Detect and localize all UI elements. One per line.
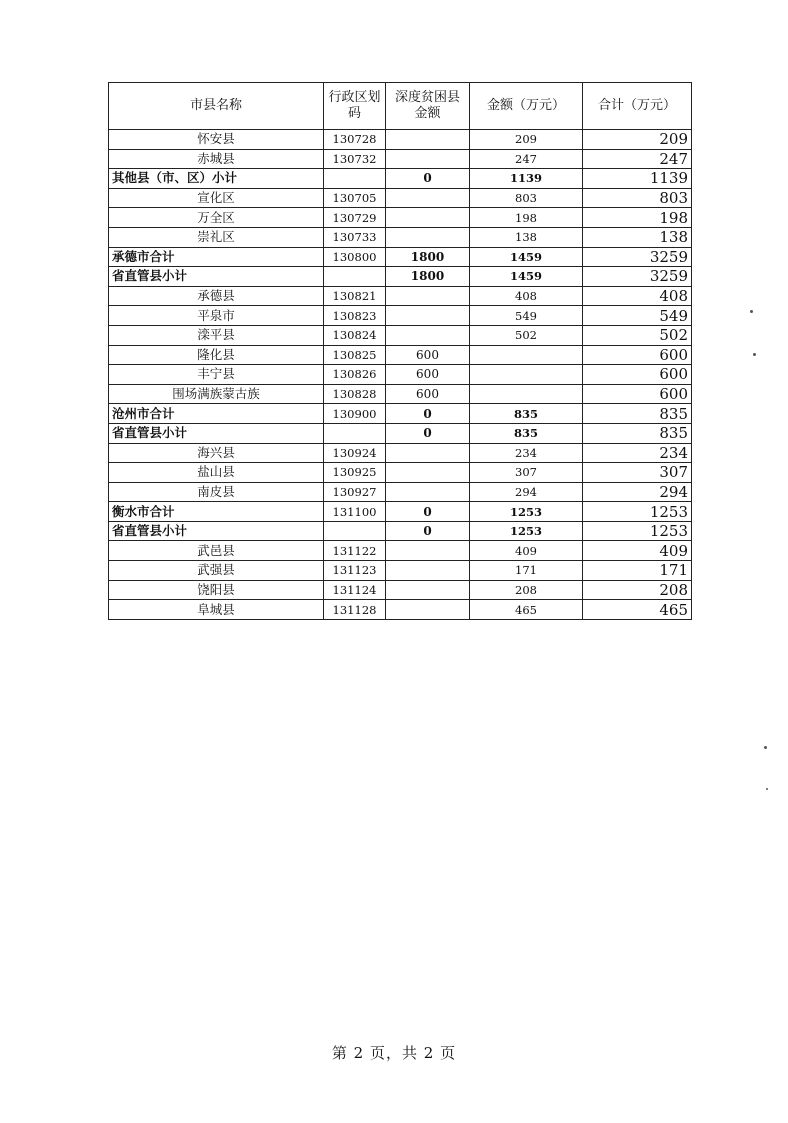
table-row xyxy=(109,404,692,424)
cell-amount: 1253 xyxy=(470,502,583,522)
cell-deep-poverty-amount: 0 xyxy=(386,423,470,443)
cell-county-name: 围场满族蒙古族 xyxy=(109,384,324,404)
cell-deep-poverty-amount xyxy=(386,188,470,208)
cell-admin-code: 131124 xyxy=(324,580,386,600)
cell-deep-poverty-amount: 1800 xyxy=(386,247,470,267)
cell-total: 600 xyxy=(583,365,692,385)
cell-admin-code xyxy=(324,423,386,443)
cell-deep-poverty-amount: 0 xyxy=(386,404,470,424)
table-row xyxy=(109,463,692,483)
cell-deep-poverty-amount: 1800 xyxy=(386,267,470,287)
table-row xyxy=(109,345,692,365)
cell-county-name: 隆化县 xyxy=(109,345,324,365)
cell-county-name: 盐山县 xyxy=(109,463,324,483)
cell-deep-poverty-amount xyxy=(386,325,470,345)
table-row xyxy=(109,188,692,208)
cell-deep-poverty-amount: 0 xyxy=(386,169,470,189)
cell-deep-poverty-amount xyxy=(386,286,470,306)
cell-amount: 408 xyxy=(470,286,583,306)
scan-speck xyxy=(753,353,756,356)
cell-deep-poverty-amount xyxy=(386,208,470,228)
cell-amount: 1253 xyxy=(470,521,583,541)
table-header-row xyxy=(109,83,692,130)
cell-county-name: 丰宁县 xyxy=(109,365,324,385)
cell-total: 171 xyxy=(583,561,692,581)
table-row xyxy=(109,521,692,541)
cell-amount: 307 xyxy=(470,463,583,483)
cell-deep-poverty-amount: 600 xyxy=(386,384,470,404)
table-row xyxy=(109,423,692,443)
cell-amount: 835 xyxy=(470,404,583,424)
table-row xyxy=(109,580,692,600)
cell-admin-code: 130823 xyxy=(324,306,386,326)
cell-total: 835 xyxy=(583,423,692,443)
header-admin-code: 行政区划码 xyxy=(324,83,386,130)
cell-deep-poverty-amount: 0 xyxy=(386,521,470,541)
cell-county-name: 南皮县 xyxy=(109,482,324,502)
cell-admin-code: 131128 xyxy=(324,600,386,620)
table-row xyxy=(109,325,692,345)
cell-admin-code: 130729 xyxy=(324,208,386,228)
table-row xyxy=(109,541,692,561)
cell-total: 209 xyxy=(583,130,692,150)
table-row xyxy=(109,267,692,287)
header-deep-poverty-amount: 深度贫困县金额 xyxy=(386,83,470,130)
table-row xyxy=(109,169,692,189)
cell-county-name: 平泉市 xyxy=(109,306,324,326)
cell-total: 835 xyxy=(583,404,692,424)
cell-deep-poverty-amount xyxy=(386,600,470,620)
cell-total: 803 xyxy=(583,188,692,208)
table-row xyxy=(109,600,692,620)
header-amount: 金额（万元） xyxy=(470,83,583,130)
cell-deep-poverty-amount xyxy=(386,306,470,326)
cell-total: 294 xyxy=(583,482,692,502)
cell-deep-poverty-amount xyxy=(386,580,470,600)
cell-admin-code xyxy=(324,267,386,287)
cell-total: 502 xyxy=(583,325,692,345)
cell-deep-poverty-amount: 0 xyxy=(386,502,470,522)
cell-admin-code: 130900 xyxy=(324,404,386,424)
cell-admin-code: 130826 xyxy=(324,365,386,385)
cell-amount xyxy=(470,345,583,365)
cell-admin-code: 130821 xyxy=(324,286,386,306)
cell-admin-code: 130927 xyxy=(324,482,386,502)
cell-amount: 465 xyxy=(470,600,583,620)
cell-county-name: 阜城县 xyxy=(109,600,324,620)
cell-county-name: 海兴县 xyxy=(109,443,324,463)
cell-total: 198 xyxy=(583,208,692,228)
scan-speck xyxy=(750,310,753,313)
cell-total: 208 xyxy=(583,580,692,600)
cell-amount: 198 xyxy=(470,208,583,228)
cell-total: 408 xyxy=(583,286,692,306)
cell-deep-poverty-amount xyxy=(386,227,470,247)
cell-admin-code: 131122 xyxy=(324,541,386,561)
cell-admin-code: 130925 xyxy=(324,463,386,483)
table-row xyxy=(109,502,692,522)
cell-admin-code: 130824 xyxy=(324,325,386,345)
scan-speck xyxy=(764,746,767,749)
cell-amount: 1459 xyxy=(470,247,583,267)
table-row xyxy=(109,306,692,326)
cell-total: 3259 xyxy=(583,267,692,287)
cell-deep-poverty-amount xyxy=(386,561,470,581)
cell-admin-code: 130825 xyxy=(324,345,386,365)
table-row xyxy=(109,247,692,267)
cell-amount: 1139 xyxy=(470,169,583,189)
table-body xyxy=(109,130,692,620)
cell-county-name: 万全区 xyxy=(109,208,324,228)
page-number-footer: 第 2 页，共 2 页 xyxy=(331,1044,457,1062)
cell-county-name: 怀安县 xyxy=(109,130,324,150)
cell-total: 138 xyxy=(583,227,692,247)
header-total: 合计（万元） xyxy=(583,83,692,130)
cell-county-name: 武邑县 xyxy=(109,541,324,561)
cell-amount: 247 xyxy=(470,149,583,169)
cell-total: 234 xyxy=(583,443,692,463)
cell-county-name: 承德市合计 xyxy=(109,247,324,267)
cell-amount: 138 xyxy=(470,227,583,247)
table-row xyxy=(109,227,692,247)
table-row xyxy=(109,149,692,169)
cell-amount: 171 xyxy=(470,561,583,581)
table-row xyxy=(109,443,692,463)
cell-amount xyxy=(470,365,583,385)
cell-deep-poverty-amount: 600 xyxy=(386,365,470,385)
cell-total: 549 xyxy=(583,306,692,326)
table-row xyxy=(109,482,692,502)
cell-total: 1253 xyxy=(583,502,692,522)
cell-county-name: 崇礼区 xyxy=(109,227,324,247)
cell-total: 247 xyxy=(583,149,692,169)
cell-deep-poverty-amount xyxy=(386,463,470,483)
cell-total: 1139 xyxy=(583,169,692,189)
cell-amount: 1459 xyxy=(470,267,583,287)
cell-county-name: 滦平县 xyxy=(109,325,324,345)
cell-admin-code: 130732 xyxy=(324,149,386,169)
scan-speck xyxy=(766,788,768,790)
table-row xyxy=(109,384,692,404)
cell-deep-poverty-amount: 600 xyxy=(386,345,470,365)
cell-county-name: 赤城县 xyxy=(109,149,324,169)
cell-total: 1253 xyxy=(583,521,692,541)
cell-admin-code xyxy=(324,169,386,189)
table-row xyxy=(109,561,692,581)
table-row xyxy=(109,286,692,306)
cell-amount: 549 xyxy=(470,306,583,326)
cell-admin-code: 131100 xyxy=(324,502,386,522)
cell-county-name: 省直管县小计 xyxy=(109,267,324,287)
cell-admin-code: 130924 xyxy=(324,443,386,463)
cell-amount: 208 xyxy=(470,580,583,600)
cell-amount: 803 xyxy=(470,188,583,208)
cell-county-name: 衡水市合计 xyxy=(109,502,324,522)
cell-admin-code: 130705 xyxy=(324,188,386,208)
cell-total: 600 xyxy=(583,345,692,365)
cell-amount: 234 xyxy=(470,443,583,463)
cell-amount xyxy=(470,384,583,404)
cell-admin-code: 130733 xyxy=(324,227,386,247)
cell-admin-code: 131123 xyxy=(324,561,386,581)
cell-county-name: 宣化区 xyxy=(109,188,324,208)
cell-admin-code: 130800 xyxy=(324,247,386,267)
cell-admin-code xyxy=(324,521,386,541)
cell-admin-code: 130728 xyxy=(324,130,386,150)
cell-county-name: 武强县 xyxy=(109,561,324,581)
table-row xyxy=(109,365,692,385)
header-county-name: 市县名称 xyxy=(109,83,324,130)
cell-amount: 409 xyxy=(470,541,583,561)
cell-deep-poverty-amount xyxy=(386,541,470,561)
cell-total: 3259 xyxy=(583,247,692,267)
cell-total: 409 xyxy=(583,541,692,561)
cell-amount: 209 xyxy=(470,130,583,150)
table-row xyxy=(109,208,692,228)
cell-deep-poverty-amount xyxy=(386,130,470,150)
cell-county-name: 饶阳县 xyxy=(109,580,324,600)
cell-county-name: 沧州市合计 xyxy=(109,404,324,424)
funds-table xyxy=(108,82,692,620)
cell-amount: 502 xyxy=(470,325,583,345)
cell-amount: 835 xyxy=(470,423,583,443)
cell-deep-poverty-amount xyxy=(386,149,470,169)
cell-admin-code: 130828 xyxy=(324,384,386,404)
cell-county-name: 其他县（市、区）小计 xyxy=(109,169,324,189)
cell-county-name: 省直管县小计 xyxy=(109,423,324,443)
cell-total: 600 xyxy=(583,384,692,404)
cell-total: 465 xyxy=(583,600,692,620)
cell-deep-poverty-amount xyxy=(386,443,470,463)
cell-amount: 294 xyxy=(470,482,583,502)
table-row xyxy=(109,130,692,150)
cell-deep-poverty-amount xyxy=(386,482,470,502)
cell-county-name: 省直管县小计 xyxy=(109,521,324,541)
cell-total: 307 xyxy=(583,463,692,483)
cell-county-name: 承德县 xyxy=(109,286,324,306)
